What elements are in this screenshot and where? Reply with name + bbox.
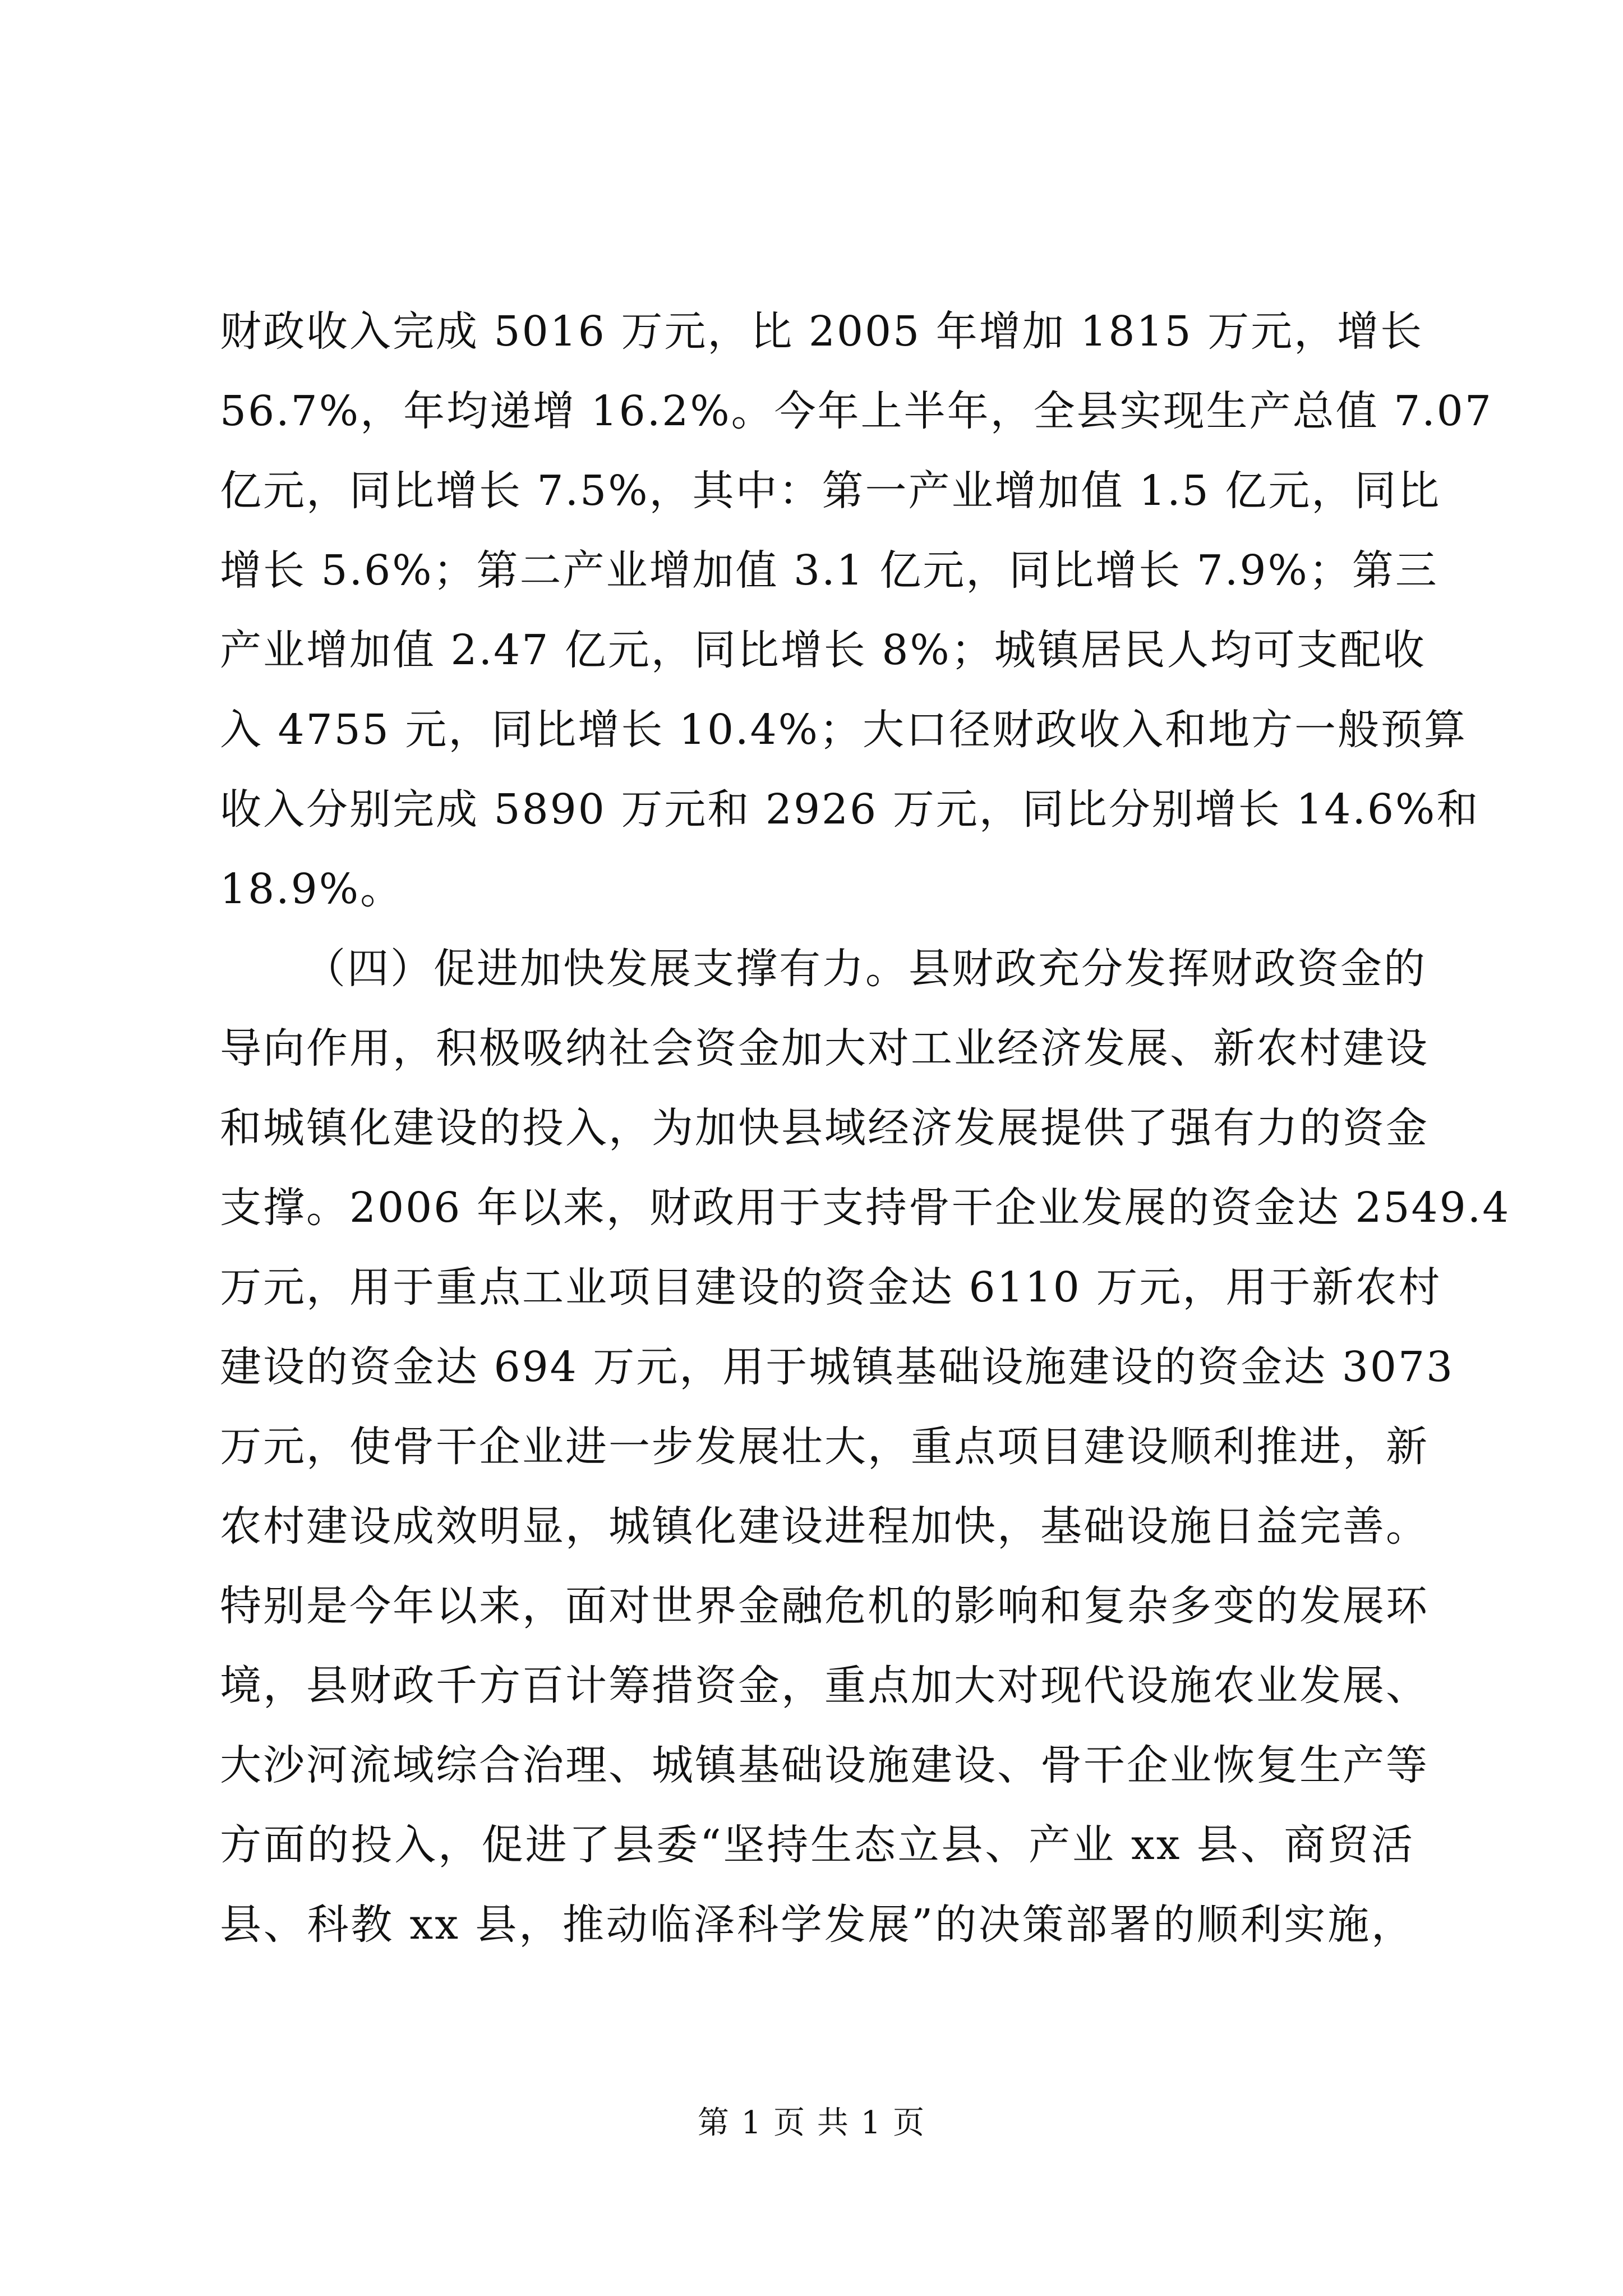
text-line: 万元，用于重点工业项目建设的资金达 6110 万元，用于新农村 (220, 1263, 1442, 1312)
text-line: 收入分别完成 5890 万元和 2926 万元，同比分别增长 14.6%和 (220, 785, 1480, 834)
section-heading-line: （四）促进加快发展支撑有力。县财政充分发挥财政资金的 (304, 945, 1427, 993)
body-text (220, 292, 1511, 1964)
text-line: 大沙河流域综合治理、城镇基础设施建设、骨干企业恢复生产等 (220, 1741, 1429, 1789)
text-line: 财政收入完成 5016 万元，比 2005 年增加 1815 万元，增长 (220, 307, 1424, 356)
text-line: 56.7%，年均递增 16.2%。今年上半年，全县实现生产总值 7.07 (220, 387, 1493, 435)
text-line: 支撑。2006 年以来，财政用于支持骨干企业发展的资金达 2549.4 (220, 1184, 1511, 1232)
page-number: 第 1 页 共 1 页 (697, 2105, 926, 2141)
text-line: 特别是今年以来，面对世界金融危机的影响和复杂多变的发展环 (220, 1582, 1429, 1630)
text-line: 农村建设成效明显，城镇化建设进程加快，基础设施日益完善。 (220, 1502, 1429, 1550)
text-line: 导向作用，积极吸纳社会资金加大对工业经济发展、新农村建设 (220, 1024, 1429, 1073)
text-line: 境，县财政千方百计筹措资金，重点加大对现代设施农业发展、 (220, 1662, 1429, 1710)
text-line: 和城镇化建设的投入，为加快县域经济发展提供了强有力的资金 (220, 1104, 1429, 1152)
text-line: 入 4755 元，同比增长 10.4%；大口径财政收入和地方一般预算 (220, 706, 1467, 754)
text-line: 增长 5.6%；第二产业增加值 3.1 亿元，同比增长 7.9%；第三 (220, 546, 1438, 595)
text-line: 亿元，同比增长 7.5%，其中：第一产业增加值 1.5 亿元，同比 (220, 467, 1441, 515)
text-line: 建设的资金达 694 万元，用于城镇基础设施建设的资金达 3073 (220, 1343, 1455, 1391)
text-line: 县、科教 xx 县，推动临泽科学发展”的决策部署的顺利实施， (220, 1901, 1414, 1949)
text-line: 产业增加值 2.47 亿元，同比增长 8%；城镇居民人均可支配收 (220, 626, 1426, 674)
text-line: 方面的投入，促进了县委“坚持生态立县、产业 xx 县、商贸活 (220, 1821, 1414, 1869)
text-line: 18.9%。 (220, 865, 404, 913)
page-footer (0, 2101, 1623, 2146)
text-line: 万元，使骨干企业进一步发展壮大，重点项目建设顺利推进，新 (220, 1423, 1429, 1471)
